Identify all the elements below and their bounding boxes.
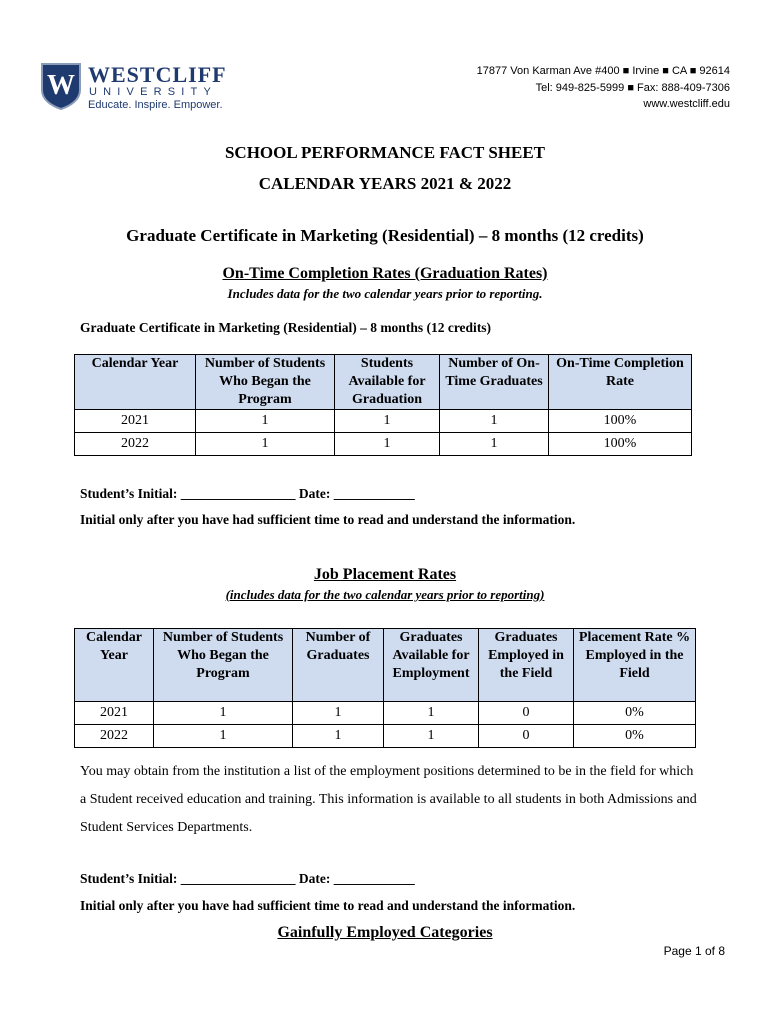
table-cell: 1 (440, 410, 549, 433)
table-cell: 2022 (75, 725, 154, 748)
university-logo (40, 60, 230, 112)
table-row (75, 725, 696, 748)
table-header-cell: Graduates Available for Employment (384, 629, 479, 702)
table-cell: 1 (154, 702, 293, 725)
gainful-heading: Gainfully Employed Categories (277, 924, 493, 941)
table-header-cell: Number of Students Who Began the Program (196, 355, 335, 410)
table-cell: 0% (574, 702, 696, 725)
employment-list-paragraph: You may obtain from the institution a list of the employment positions determined to be in the field for which a Student received education and training. This information is available to all students in both Admissions and Student Services Departments. (80, 764, 697, 835)
table-cell: 1 (293, 725, 384, 748)
table-cell: 1 (293, 702, 384, 725)
table-header-cell: Number of On-Time Graduates (440, 355, 549, 410)
table-cell: 1 (440, 433, 549, 456)
placement-table (74, 628, 696, 748)
page-subtitle: CALENDAR YEARS 2021 & 2022 (258, 174, 512, 193)
initial-instruction: Initial only after you have had sufficient time to read and understand the information. (80, 898, 576, 913)
address-line: 17877 Von Karman Ave #400 ■ Irvine ■ CA ■ 92614 (476, 65, 730, 77)
page-number: Page 1 of 8 (663, 944, 725, 958)
completion-table (74, 354, 692, 456)
table-cell: 1 (335, 410, 440, 433)
table-cell: 2021 (75, 702, 154, 725)
table-header-cell: Number of Graduates (293, 629, 384, 702)
logo-tagline: Educate. Inspire. Empower. (88, 99, 223, 111)
phone-line: Tel: 949-825-5999 ■ Fax: 888-409-7306 (535, 81, 730, 94)
program-heading: Graduate Certificate in Marketing (Residential) – 8 months (12 credits) (126, 226, 644, 245)
table-cell: 1 (384, 725, 479, 748)
table-row (75, 410, 692, 433)
table-cell: 1 (384, 702, 479, 725)
table-cell: 2022 (75, 433, 196, 456)
logo-wordmark: WESTCLIFF (88, 62, 227, 87)
page-title: SCHOOL PERFORMANCE FACT SHEET (224, 143, 546, 162)
table-header-cell: Calendar Year (75, 355, 196, 410)
placement-heading: Job Placement Rates (313, 566, 457, 583)
website-line: www.westcliff.edu (643, 98, 730, 110)
table-header-cell: On-Time Completion Rate (549, 355, 692, 410)
svg-text:W: W (47, 70, 75, 101)
logo-subtitle: UNIVERSITY (89, 86, 218, 98)
table-row (75, 702, 696, 725)
table-header-cell: Students Available for Graduation (335, 355, 440, 410)
table-cell: 2021 (75, 410, 196, 433)
table-row (75, 433, 692, 456)
table-cell: 0% (574, 725, 696, 748)
completion-note: Includes data for the two calendar years prior to reporting. (227, 286, 543, 301)
table-cell: 1 (154, 725, 293, 748)
placement-note: (includes data for the two calendar years prior to reporting) (225, 587, 545, 602)
address-block (477, 63, 730, 113)
student-initial-line[interactable]: Student’s Initial: _________________ Date: ____________ (80, 871, 415, 886)
completion-program-label: Graduate Certificate in Marketing (Residential) – 8 months (12 credits) (80, 320, 492, 335)
completion-heading: On-Time Completion Rates (Graduation Rates) (222, 265, 548, 282)
table-cell: 1 (196, 433, 335, 456)
table-cell: 100% (549, 410, 692, 433)
table-header-cell: Placement Rate % Employed in the Field (574, 629, 696, 702)
table-cell: 1 (196, 410, 335, 433)
shield-logo-icon (40, 62, 82, 110)
table-header-cell: Graduates Employed in the Field (479, 629, 574, 702)
table-cell: 100% (549, 433, 692, 456)
table-cell: 0 (479, 725, 574, 748)
table-cell: 0 (479, 702, 574, 725)
table-header-row (75, 355, 692, 410)
initial-instruction: Initial only after you have had sufficient time to read and understand the information. (80, 512, 576, 527)
table-header-cell: Calendar Year (75, 629, 154, 702)
table-header-row (75, 629, 696, 702)
table-cell: 1 (335, 433, 440, 456)
student-initial-line[interactable]: Student’s Initial: _________________ Date: ____________ (80, 486, 415, 501)
table-header-cell: Number of Students Who Began the Program (154, 629, 293, 702)
